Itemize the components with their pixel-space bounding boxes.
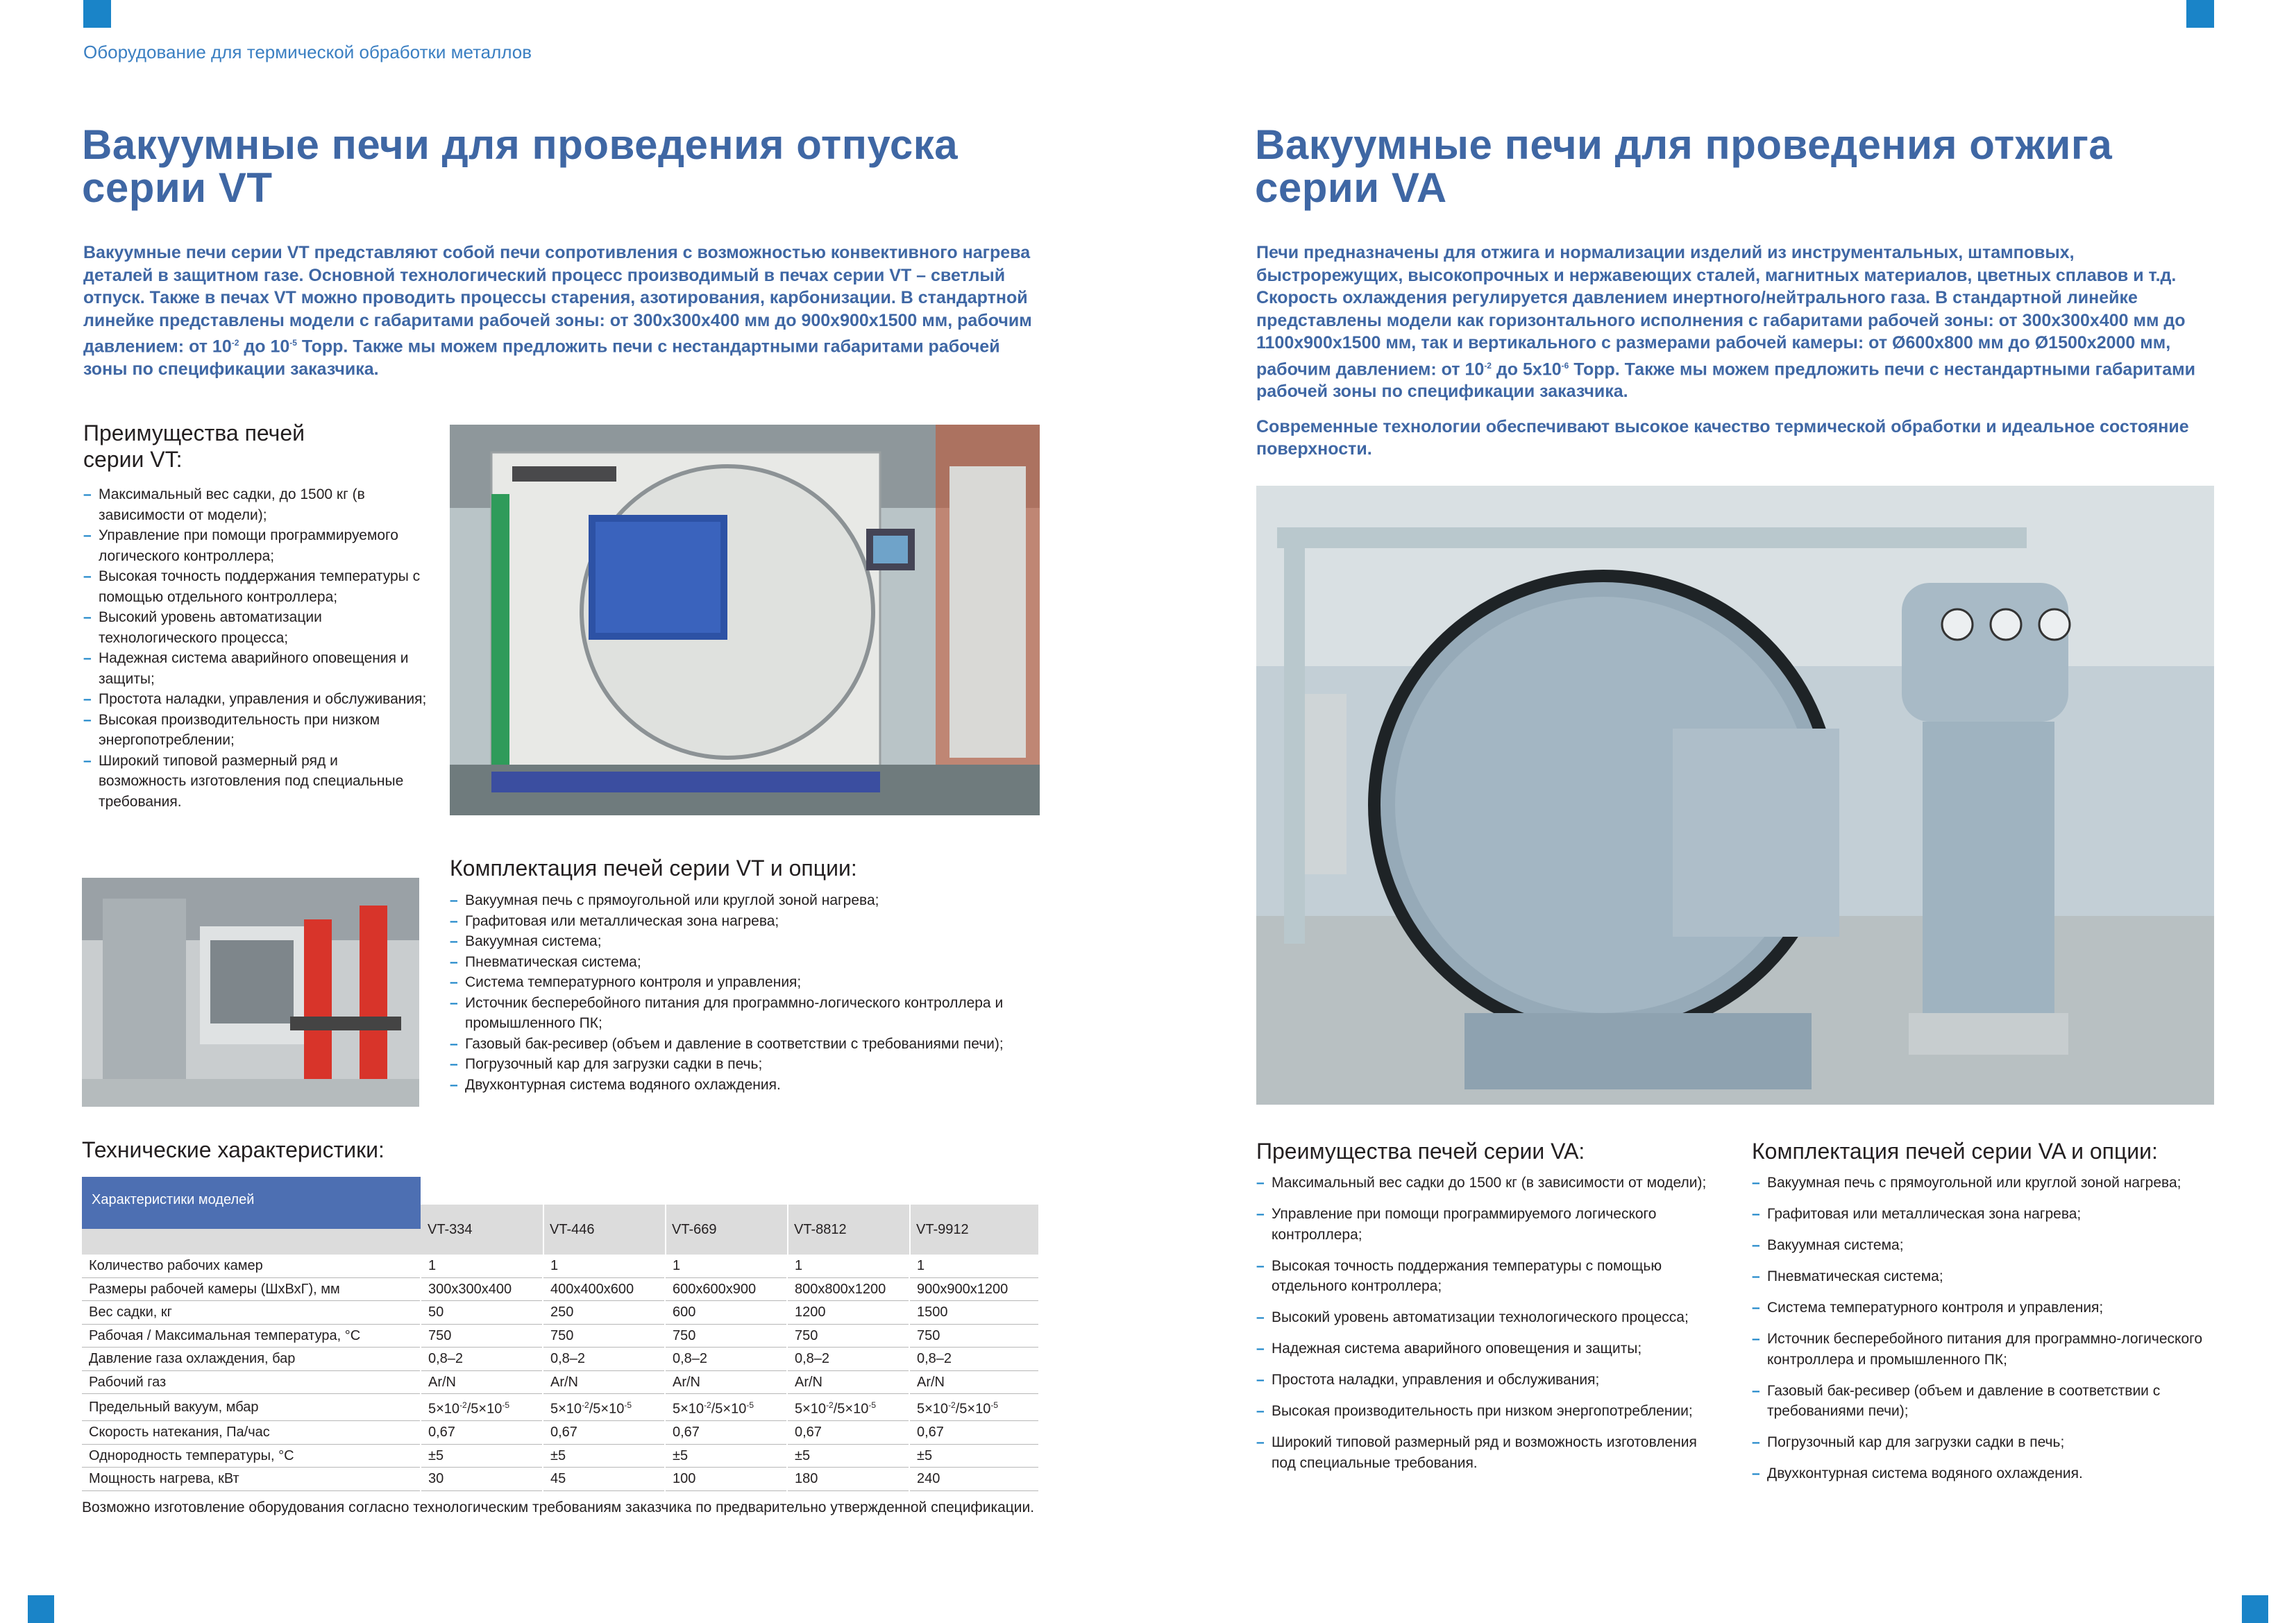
specs-cell: 0,8–2 — [543, 1348, 665, 1371]
va-advantages-title: Преимущества печей серии VA: — [1256, 1139, 1585, 1164]
specs-cell: 50 — [421, 1301, 543, 1325]
vt-title-line-1: Вакуумные печи для проведения отпуска — [82, 121, 959, 168]
specs-model-header: VT-334 — [428, 1222, 473, 1237]
specs-cell: 0,8–2 — [909, 1348, 1038, 1371]
specs-cell: 0,8–2 — [421, 1348, 543, 1371]
vt-option-item: – Вакуумная печь с прямоугольной или круглой зоной нагрева; — [450, 890, 1047, 911]
specs-row — [82, 1394, 1038, 1421]
va-option-item: – Пневматическая система; — [1752, 1266, 2224, 1287]
specs-row-name: Рабочая / Максимальная температура, °С — [82, 1324, 421, 1348]
vt-advantage-item: – Широкий типовой размерный ряд и возможность изготовления под специальные требования. — [83, 751, 427, 813]
vt-option-item: – Погрузочный кар для загрузки садки в печь; — [450, 1054, 1047, 1075]
va-options-list — [1752, 1173, 2224, 1495]
specs-cell: 600x600x900 — [665, 1277, 787, 1301]
specs-cell: 1200 — [787, 1301, 909, 1325]
specs-cell: 0,67 — [787, 1421, 909, 1445]
vt-option-item: – Источник бесперебойного питания для программно-логического контроллера и промышленного ПК; — [450, 993, 1047, 1034]
vt-intro — [83, 241, 1034, 393]
specs-cell: Ar/N — [421, 1370, 543, 1394]
vt-option-item: – Пневматическая система; — [450, 952, 1047, 973]
vt-title — [82, 121, 1054, 211]
va-intro-text-2: Современные технологии обеспечивают высокое качество термической обработки и идеальное состояние поверхности. — [1256, 416, 2189, 459]
va-title-line-2: серии VA — [1255, 164, 1447, 211]
corner-mark-top-right — [2186, 0, 2214, 28]
specs-row-name: Рабочий газ — [82, 1370, 421, 1394]
specs-cell: $5\times 10^{-2}/5\times 10^{-5}$ — [421, 1394, 543, 1421]
specs-cell: 0,67 — [909, 1421, 1038, 1445]
specs-cell: ±5 — [421, 1444, 543, 1468]
specs-cell: 100 — [665, 1468, 787, 1491]
specs-cell: Ar/N — [909, 1370, 1038, 1394]
specs-cell: ±5 — [543, 1444, 665, 1468]
specs-cell: 1 — [787, 1255, 909, 1277]
vt-advantage-item: – Высокая производительность при низком энергопотреблении; — [83, 710, 427, 751]
specs-cell: 750 — [543, 1324, 665, 1348]
vt-custom-note: Возможно изготовление оборудования согласно технологическим требованиям заказчика по предварительно утвержденной спецификации. — [82, 1499, 1035, 1515]
specs-cell: 750 — [665, 1324, 787, 1348]
specs-header-cell — [82, 1177, 421, 1229]
specs-row-name: Размеры рабочей камеры (ШхВхГ), мм — [82, 1277, 421, 1301]
va-advantage-item: – Высокая производительность при низком энергопотреблении; — [1256, 1401, 1721, 1422]
specs-cell: Ar/N — [543, 1370, 665, 1394]
specs-row — [82, 1444, 1038, 1468]
vt-option-item: – Двухконтурная система водяного охлаждения. — [450, 1075, 1047, 1096]
va-advantage-item: – Высокая точность поддержания температуры с помощью отдельного контроллера; — [1256, 1256, 1721, 1297]
corner-mark-bottom-left — [28, 1595, 54, 1623]
vt-options-title: Комплектация печей серии VT и опции: — [450, 856, 857, 881]
vt-option-item: – Вакуумная система; — [450, 931, 1047, 952]
specs-cell: 0,8–2 — [665, 1348, 787, 1371]
specs-cell: 250 — [543, 1301, 665, 1325]
va-option-item: – Погрузочный кар для загрузки садки в печь; — [1752, 1432, 2224, 1453]
vt-advantage-item: – Простота наладки, управления и обслуживания; — [83, 689, 427, 710]
va-title — [1255, 121, 2227, 211]
va-advantage-item: – Высокий уровень автоматизации технологического процесса; — [1256, 1307, 1721, 1328]
va-option-item: – Графитовая или металлическая зона нагрева; — [1752, 1204, 2224, 1225]
specs-row-name: Вес садки, кг — [82, 1301, 421, 1325]
specs-cell: 45 — [543, 1468, 665, 1491]
specs-cell: 900x900x1200 — [909, 1277, 1038, 1301]
specs-cell: ±5 — [787, 1444, 909, 1468]
va-intro-text-1: Печи предназначены для отжига и нормализации изделий из инструментальных, штамповых, быстрорежущих, высокопрочных и нержавеющих сталей, магнитных материалов, цветных сплавов и т.д. Скорость охлаждения регулируется давлением инертного/нейтрального газа. В стандартной линейке представлены модели как горизонтального исполнения с габаритами рабочей зоны: от 300х300х400 мм до 1100х900х1500 мм, так и вертикального с размерами рабочей камеры: от Ø600х800 мм до Ø1500х2000 мм, рабочим давлением: от $10^{-2}$ до $5х10^{-6}$ Торр. Также мы можем предложить печи с нестандартными габаритами рабочей зоны по спецификации заказчика. — [1256, 243, 2195, 402]
specs-cell: 600 — [665, 1301, 787, 1325]
specs-row — [82, 1421, 1038, 1445]
specs-row — [82, 1255, 1038, 1277]
va-advantage-item: – Надежная система аварийного оповещения и защиты; — [1256, 1339, 1721, 1359]
specs-cell: 0,67 — [665, 1421, 787, 1445]
specs-row — [82, 1277, 1038, 1301]
va-intro — [1256, 241, 2221, 473]
corner-mark-bottom-right — [2242, 1595, 2268, 1623]
va-advantage-item: – Простота наладки, управления и обслуживания; — [1256, 1370, 1721, 1391]
specs-cell: 0,67 — [421, 1421, 543, 1445]
vt-specs-title: Технические характеристики: — [82, 1137, 385, 1162]
specs-model-header: VT-9912 — [916, 1222, 969, 1237]
specs-model-header: VT-8812 — [794, 1222, 847, 1237]
vt-advantage-item: – Управление при помощи программируемого логического контроллера; — [83, 525, 427, 566]
va-advantage-item: – Широкий типовой размерный ряд и возможность изготовления под специальные требования. — [1256, 1432, 1721, 1473]
specs-row-name: Давление газа охлаждения, бар — [82, 1348, 421, 1371]
vt-advantage-item: – Максимальный вес садки, до 1500 кг (в зависимости от модели); — [83, 484, 427, 525]
vt-advantage-item: – Высокий уровень автоматизации технологического процесса; — [83, 607, 427, 648]
vt-title-line-2: серии VT — [82, 164, 273, 211]
va-furnace-photo — [1256, 486, 2214, 1105]
specs-cell: $5\times 10^{-2}/5\times 10^{-5}$ — [787, 1394, 909, 1421]
specs-row — [82, 1468, 1038, 1491]
va-option-item: – Двухконтурная система водяного охлаждения. — [1752, 1463, 2224, 1484]
specs-cell: 1 — [543, 1255, 665, 1277]
specs-row-name: Скорость натекания, Па/час — [82, 1421, 421, 1445]
specs-row-name: Мощность нагрева, кВт — [82, 1468, 421, 1491]
specs-cell: 0,67 — [543, 1421, 665, 1445]
specs-cell: Ar/N — [665, 1370, 787, 1394]
vt-loading-cart-photo — [82, 878, 419, 1107]
specs-row — [82, 1301, 1038, 1325]
va-advantage-item: – Максимальный вес садки до 1500 кг (в зависимости от модели); — [1256, 1173, 1721, 1193]
specs-cell: Ar/N — [787, 1370, 909, 1394]
vt-furnace-photo — [450, 425, 1040, 815]
vt-advantage-item: – Высокая точность поддержания температуры с помощью отдельного контроллера; — [83, 566, 427, 607]
vt-option-item: – Графитовая или металлическая зона нагрева; — [450, 911, 1047, 932]
specs-model-header: VT-669 — [672, 1222, 717, 1237]
specs-row — [82, 1348, 1038, 1371]
vt-advantages-title: Преимущества печей серии VT: — [83, 420, 305, 472]
specs-cell: 180 — [787, 1468, 909, 1491]
specs-model-header: VT-446 — [550, 1222, 595, 1237]
specs-cell: 1 — [665, 1255, 787, 1277]
vt-options-list — [450, 890, 1047, 1095]
specs-cell: $5\times 10^{-2}/5\times 10^{-5}$ — [543, 1394, 665, 1421]
specs-row — [82, 1324, 1038, 1348]
va-advantages-list — [1256, 1173, 1721, 1484]
va-option-item: – Вакуумная печь с прямоугольной или круглой зоной нагрева; — [1752, 1173, 2224, 1193]
va-option-item: – Система температурного контроля и управления; — [1752, 1298, 2224, 1318]
specs-cell: ±5 — [665, 1444, 787, 1468]
va-option-item: – Вакуумная система; — [1752, 1235, 2224, 1256]
specs-row-name: Однородность температуры, °С — [82, 1444, 421, 1468]
specs-cell: 750 — [909, 1324, 1038, 1348]
specs-cell: 1500 — [909, 1301, 1038, 1325]
specs-models-row — [421, 1205, 1038, 1255]
va-advantage-item: – Управление при помощи программируемого логического контроллера; — [1256, 1204, 1721, 1245]
specs-row — [82, 1370, 1038, 1394]
specs-cell: $5\times 10^{-2}/5\times 10^{-5}$ — [909, 1394, 1038, 1421]
vt-option-item: – Газовый бак-ресивер (объем и давление в соответствии с требованиями печи); — [450, 1034, 1047, 1055]
va-option-item: – Источник бесперебойного питания для программно-логического контроллера и промышленного ПК; — [1752, 1329, 2224, 1370]
specs-cell: 750 — [787, 1324, 909, 1348]
specs-cell: 30 — [421, 1468, 543, 1491]
specs-row-name: Количество рабочих камер — [82, 1255, 421, 1277]
vt-advantage-item: – Надежная система аварийного оповещения и защиты; — [83, 648, 427, 689]
specs-cell: 240 — [909, 1468, 1038, 1491]
specs-cell: 0,8–2 — [787, 1348, 909, 1371]
va-option-item: – Газовый бак-ресивер (объем и давление в соответствии с требованиями печи); — [1752, 1381, 2224, 1422]
specs-header-lower-band — [82, 1229, 421, 1255]
specs-cell: 800x800x1200 — [787, 1277, 909, 1301]
corner-mark-top-left — [83, 0, 111, 28]
specs-cell: 300x300x400 — [421, 1277, 543, 1301]
vt-intro-text: Вакуумные печи серии VT представляют собой печи сопротивления с возможностью конвективного нагрева деталей в защитном газе. Основной технологический процесс производимый в печах серии VT – светлый отпуск. Также в печах VT можно проводить процессы старения, азотирования, карбонизации. В стандартной линейке представлены модели с габаритами рабочей зоны: от 300х300х400 мм до 900х900х1500 мм, рабочим давлением: от $10^{-2}$ до $10^{-5}$ Торр. Также мы можем предложить печи с нестандартными габаритами рабочей зоны по спецификации заказчика. — [83, 243, 1032, 379]
specs-row-name: Предельный вакуум, мбар — [82, 1394, 421, 1421]
specs-cell: 400x400x600 — [543, 1277, 665, 1301]
specs-cell: $5\times 10^{-2}/5\times 10^{-5}$ — [665, 1394, 787, 1421]
va-title-line-1: Вакуумные печи для проведения отжига — [1255, 121, 2113, 168]
specs-table — [82, 1255, 1038, 1491]
specs-cell: 1 — [909, 1255, 1038, 1277]
vt-advantages-list — [83, 484, 427, 812]
specs-cell: 750 — [421, 1324, 543, 1348]
specs-cell: 1 — [421, 1255, 543, 1277]
vt-option-item: – Система температурного контроля и управления; — [450, 972, 1047, 993]
specs-cell: ±5 — [909, 1444, 1038, 1468]
running-head: Оборудование для термической обработки металлов — [83, 42, 532, 62]
va-options-title: Комплектация печей серии VA и опции: — [1752, 1139, 2158, 1164]
specs-header-label: Характеристики моделей — [92, 1192, 255, 1207]
